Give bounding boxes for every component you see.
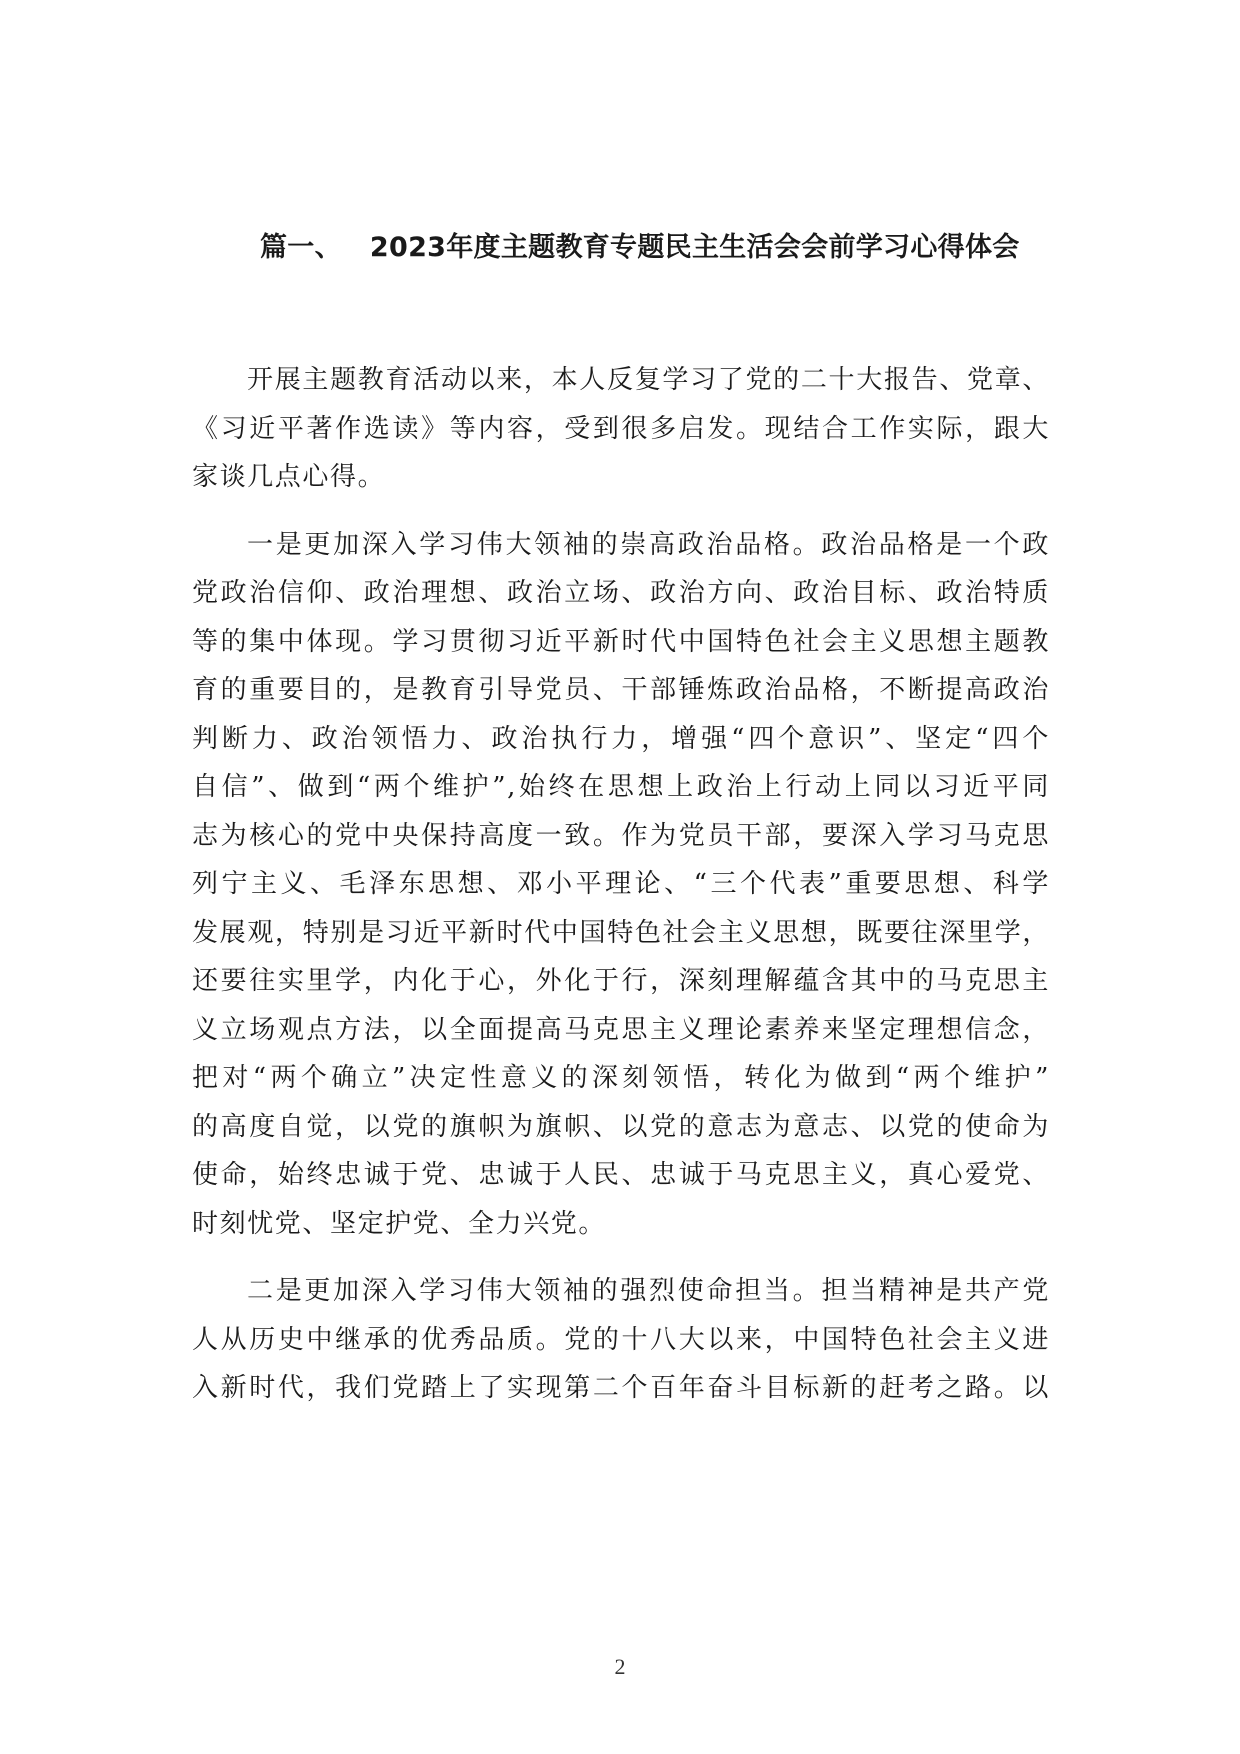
text-line: 把对“两个确立”决定性意义的深刻领悟，转化为做到“两个维护” [192, 1063, 1050, 1093]
text-line: 义立场观点方法，以全面提高马克思主义理论素养来坚定理想信念， [192, 1014, 1050, 1045]
text-line: 使命，始终忠诚于党、忠诚于人民、忠诚于马克思主义，真心爱党、 [192, 1160, 1050, 1190]
document-body [192, 356, 1050, 1413]
text-line: 的高度自觉，以党的旗帜为旗帜、以党的意志为意志、以党的使命为 [192, 1111, 1050, 1142]
page-number: 2 [614, 1654, 626, 1679]
paragraph-intro [192, 356, 1050, 502]
text-line: 一是更加深入学习伟大领袖的崇高政治品格。政治品格是一个政 [247, 529, 1050, 560]
text-line: 人从历史中继承的优秀品质。党的十八大以来，中国特色社会主义进 [192, 1324, 1050, 1355]
text-line: 入新时代，我们党踏上了实现第二个百年奋斗目标新的赶考之路。以 [192, 1373, 1050, 1403]
text-line: 家谈几点心得。 [192, 462, 386, 492]
text-line: 发展观，特别是习近平新时代中国特色社会主义思想，既要往深里学， [192, 917, 1050, 948]
text-line: 列宁主义、毛泽东思想、邓小平理论、“三个代表”重要思想、科学 [192, 869, 1050, 899]
text-line: 《习近平著作选读》等内容，受到很多启发。现结合工作实际，跟大 [192, 413, 1050, 444]
text-line: 志为核心的党中央保持高度一致。作为党员干部，要深入学习马克思 [192, 820, 1050, 851]
text-line: 时刻忧党、坚定护党、全力兴党。 [192, 1208, 607, 1239]
text-line: 还要往实里学，内化于心，外化于行，深刻理解蕴含其中的马克思主 [192, 966, 1050, 996]
text-line: 育的重要目的，是教育引导党员、干部锤炼政治品格，不断提高政治 [192, 675, 1050, 705]
title-main: 2023年度主题教育专题民主生活会会前学习心得体会 [369, 232, 1020, 263]
paragraph-point-two [192, 1267, 1050, 1413]
text-line: 判断力、政治领悟力、政治执行力，增强“四个意识”、坚定“四个 [192, 723, 1050, 754]
text-line: 党政治信仰、政治理想、政治立场、政治方向、政治目标、政治特质 [192, 578, 1050, 608]
text-line: 自信”、做到“两个维护”,始终在思想上政治上行动上同以习近平同 [192, 772, 1050, 802]
document-title [260, 228, 1160, 268]
paragraph-point-one [192, 521, 1050, 1249]
title-prefix: 篇一、 [260, 232, 342, 263]
text-line: 等的集中体现。学习贯彻习近平新时代中国特色社会主义思想主题教 [192, 626, 1050, 657]
text-line: 开展主题教育活动以来，本人反复学习了党的二十大报告、党章、 [247, 365, 1050, 395]
text-line: 二是更加深入学习伟大领袖的强烈使命担当。担当精神是共产党 [247, 1276, 1050, 1306]
